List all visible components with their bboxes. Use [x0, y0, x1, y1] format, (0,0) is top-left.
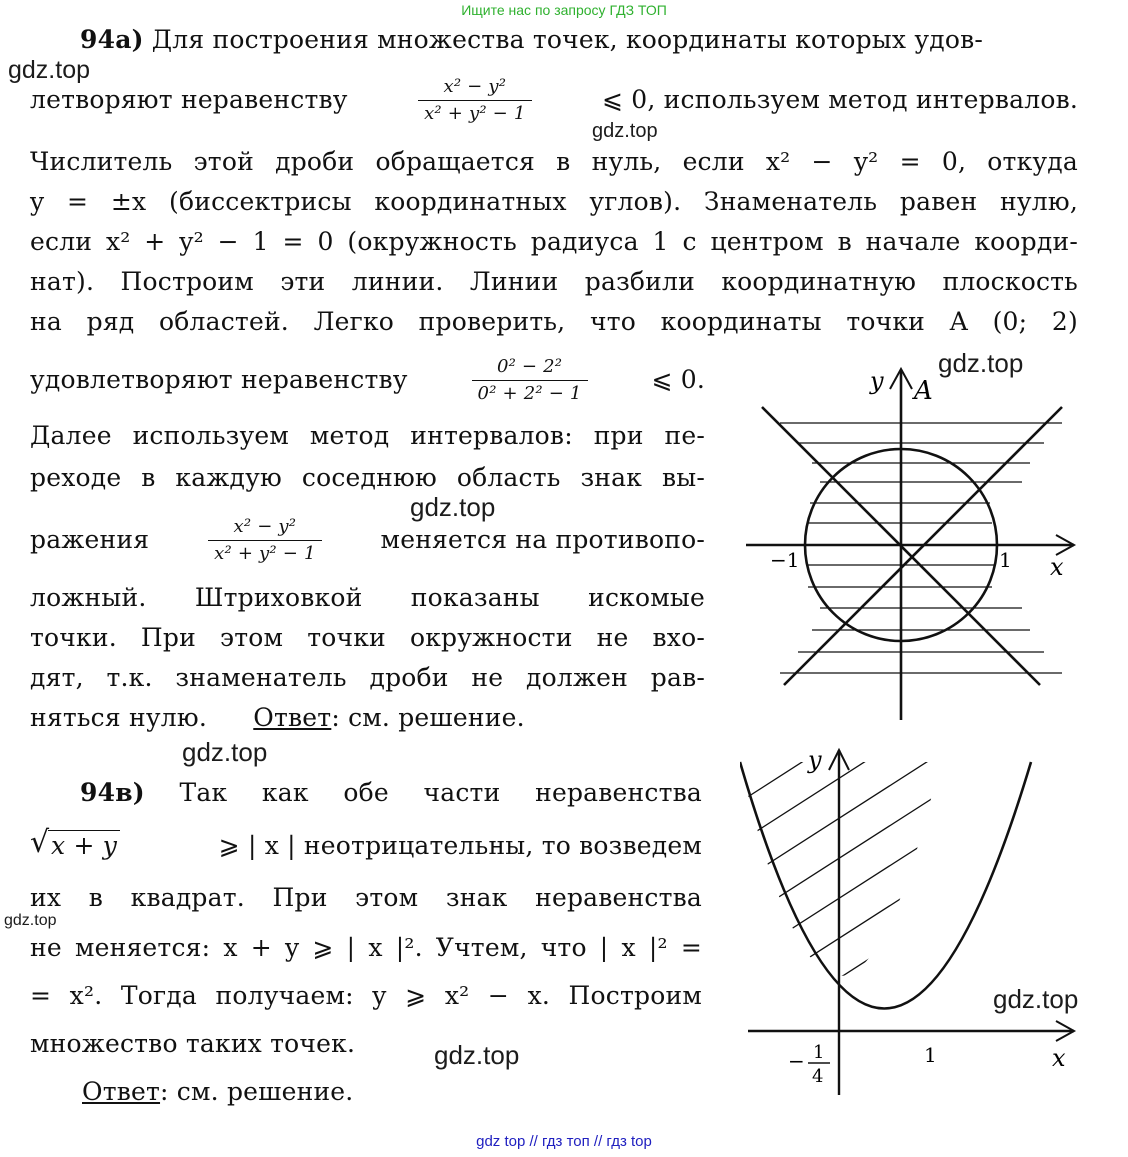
- footer-links[interactable]: gdz top // гдз топ // гдз top: [476, 1133, 652, 1150]
- text-line: реходе в каждую соседнюю область знак вы-: [30, 463, 705, 492]
- answer-label: Ответ: [82, 1077, 161, 1106]
- tick-label-neg-one: −1: [770, 548, 800, 572]
- tick-label-one: 1: [924, 1043, 937, 1067]
- fraction-denominator: x² + y² − 1: [214, 542, 316, 564]
- text-line: y = ±x (биссектрисы координатных углов). Знаменатель равен нулю,: [30, 187, 1078, 216]
- watermark: gdz.top: [993, 984, 1079, 1014]
- axis-label-y: y: [808, 746, 822, 774]
- figure-circle-bisectors: [740, 355, 1085, 725]
- text-line: [82, 1076, 353, 1108]
- text-line: [30, 830, 702, 862]
- text-line: = x². Тогда получаем: y ⩾ x² − x. Построим: [30, 981, 702, 1010]
- text-fragment: ⩽ 0.: [651, 365, 705, 394]
- answer-text: : см. решение.: [331, 703, 525, 732]
- text-line: множество таких точек.: [30, 1029, 356, 1058]
- text-line: дят, т.к. знаменатель дроби не должен рав-: [30, 663, 705, 692]
- text-line: Далее используем метод интервалов: при пе-: [30, 421, 705, 450]
- text-line: [30, 70, 1078, 130]
- text-fragment: меняется на противопо-: [380, 525, 705, 554]
- text-line: нат). Построим эти линии. Линии разбили координатную плоскость: [30, 267, 1078, 296]
- watermark: gdz.top: [938, 348, 1024, 378]
- watermark: gdz.top: [434, 1040, 520, 1070]
- text-line: [30, 350, 705, 410]
- axis-label-x: x: [1052, 1044, 1066, 1072]
- text-line: Числитель этой дроби обращается в нуль, если x² − y² = 0, откуда: [30, 147, 1078, 176]
- fraction-denominator: x² + y² − 1: [424, 102, 526, 124]
- fraction-denominator: 0² + 2² − 1: [477, 382, 582, 404]
- fraction-numerator: x² − y²: [418, 76, 531, 101]
- tick-label-one: 1: [999, 548, 1012, 572]
- text-fragment: няться нулю.: [30, 703, 207, 732]
- tick-label-quarter-den: 4: [812, 1066, 824, 1087]
- answer-text: : см. решение.: [160, 1077, 354, 1106]
- fraction: [418, 76, 531, 125]
- square-root: [30, 830, 120, 862]
- text-fragment: ⩽ 0, используем метод интервалов.: [601, 85, 1078, 114]
- text-line: на ряд областей. Легко проверить, что координаты точки A (0; 2): [30, 307, 1078, 336]
- tick-label-minus: −: [788, 1049, 805, 1073]
- fraction-numerator: 0² − 2²: [472, 356, 588, 381]
- axis-label-x: x: [1050, 553, 1064, 581]
- watermark: gdz.top: [592, 120, 658, 142]
- text-line: точки. При этом точки окружности не вхо-: [30, 623, 705, 652]
- text-line: [30, 702, 525, 734]
- problem-number: 94в): [80, 778, 145, 807]
- watermark: gdz.top: [4, 912, 57, 929]
- text-fragment: Так как обе части неравенства: [179, 778, 702, 807]
- watermark: gdz.top: [8, 56, 91, 84]
- fraction: [472, 356, 588, 405]
- watermark: gdz.top: [182, 737, 268, 767]
- text-fragment: ⩾ | x | неотрицательны, то возведем: [218, 831, 702, 860]
- fraction-numerator: x² − y²: [208, 516, 321, 541]
- text-line: если x² + y² − 1 = 0 (окружность радиуса 1 с центром в начале коорди-: [30, 227, 1078, 256]
- text-fragment: Для построения множества точек, координаты которых удов-: [151, 25, 983, 54]
- text-fragment: ражения: [30, 525, 150, 554]
- figure-parabola: [740, 740, 1085, 1100]
- radicand: x + y: [48, 830, 120, 860]
- problem-number: 94а): [80, 25, 144, 54]
- search-banner[interactable]: Ищите нас по запросу ГДЗ ТОП: [461, 2, 667, 18]
- text-line: их в квадрат. При этом знак неравенства: [30, 883, 702, 912]
- text-line: [30, 510, 705, 570]
- axis-label-y: y: [870, 367, 884, 395]
- fraction: [208, 516, 321, 565]
- point-label-a: A: [914, 376, 933, 406]
- text-fragment: удовлетворяют неравенству: [30, 365, 408, 394]
- watermark: gdz.top: [410, 492, 496, 522]
- tick-label-quarter-num: 1: [813, 1042, 825, 1063]
- text-line: не меняется: x + y ⩾ | x |². Учтем, что | x |² =: [30, 933, 702, 962]
- text-line: ложный. Штриховкой показаны искомые: [30, 583, 705, 612]
- text-line: [80, 24, 983, 56]
- text-line: [80, 777, 702, 809]
- text-fragment: летворяют неравенству: [30, 85, 348, 114]
- answer-label: Ответ: [253, 703, 332, 732]
